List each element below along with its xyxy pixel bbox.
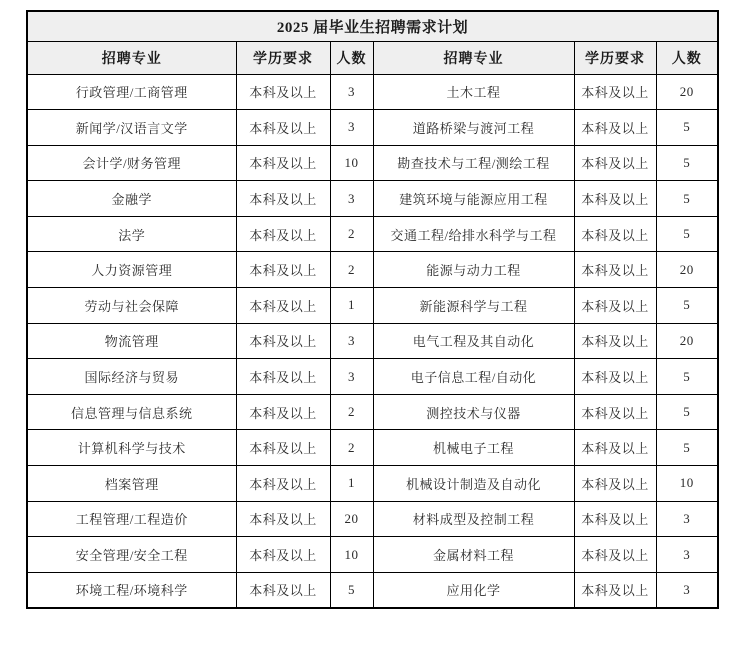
count-cell: 3: [330, 323, 373, 359]
column-header-edu-left: 学历要求: [236, 41, 330, 74]
major-cell: 金属材料工程: [373, 537, 574, 573]
column-header-major-right: 招聘专业: [373, 41, 574, 74]
edu-cell: 本科及以上: [574, 216, 656, 252]
major-cell: 会计学/财务管理: [27, 145, 236, 181]
major-cell: 劳动与社会保障: [27, 288, 236, 324]
count-cell: 2: [330, 394, 373, 430]
major-cell: 计算机科学与技术: [27, 430, 236, 466]
major-cell: 安全管理/安全工程: [27, 537, 236, 573]
table-row: [27, 216, 718, 252]
table-row: [27, 501, 718, 537]
table-row: [27, 359, 718, 395]
major-cell: 法学: [27, 216, 236, 252]
table-title-row: [27, 11, 718, 41]
major-cell: 勘查技术与工程/测绘工程: [373, 145, 574, 181]
count-cell: 20: [330, 501, 373, 537]
count-cell: 3: [330, 110, 373, 146]
edu-cell: 本科及以上: [574, 323, 656, 359]
edu-cell: 本科及以上: [236, 216, 330, 252]
edu-cell: 本科及以上: [574, 252, 656, 288]
edu-cell: 本科及以上: [236, 74, 330, 110]
edu-cell: 本科及以上: [236, 323, 330, 359]
count-cell: 2: [330, 430, 373, 466]
major-cell: 土木工程: [373, 74, 574, 110]
count-cell: 5: [656, 394, 718, 430]
major-cell: 信息管理与信息系统: [27, 394, 236, 430]
major-cell: 建筑环境与能源应用工程: [373, 181, 574, 217]
edu-cell: 本科及以上: [574, 181, 656, 217]
count-cell: 20: [656, 74, 718, 110]
edu-cell: 本科及以上: [236, 110, 330, 146]
table-title: 2025 届毕业生招聘需求计划: [27, 11, 718, 41]
major-cell: 物流管理: [27, 323, 236, 359]
edu-cell: 本科及以上: [236, 501, 330, 537]
major-cell: 应用化学: [373, 572, 574, 608]
table-row: [27, 430, 718, 466]
count-cell: 5: [656, 181, 718, 217]
column-header-edu-right: 学历要求: [574, 41, 656, 74]
table-row: [27, 537, 718, 573]
major-cell: 档案管理: [27, 466, 236, 502]
edu-cell: 本科及以上: [574, 430, 656, 466]
column-header-count-left: 人数: [330, 41, 373, 74]
major-cell: 国际经济与贸易: [27, 359, 236, 395]
table-row: [27, 466, 718, 502]
table-row: [27, 145, 718, 181]
edu-cell: 本科及以上: [236, 430, 330, 466]
count-cell: 5: [656, 145, 718, 181]
major-cell: 道路桥梁与渡河工程: [373, 110, 574, 146]
major-cell: 机械设计制造及自动化: [373, 466, 574, 502]
table-body: [27, 74, 718, 608]
count-cell: 1: [330, 288, 373, 324]
major-cell: 工程管理/工程造价: [27, 501, 236, 537]
edu-cell: 本科及以上: [236, 145, 330, 181]
count-cell: 5: [656, 288, 718, 324]
count-cell: 3: [330, 359, 373, 395]
count-cell: 2: [330, 252, 373, 288]
count-cell: 10: [330, 537, 373, 573]
count-cell: 1: [330, 466, 373, 502]
major-cell: 电气工程及其自动化: [373, 323, 574, 359]
count-cell: 5: [656, 359, 718, 395]
count-cell: 10: [656, 466, 718, 502]
major-cell: 环境工程/环境科学: [27, 572, 236, 608]
count-cell: 20: [656, 323, 718, 359]
edu-cell: 本科及以上: [574, 572, 656, 608]
edu-cell: 本科及以上: [574, 74, 656, 110]
major-cell: 新能源科学与工程: [373, 288, 574, 324]
count-cell: 3: [330, 74, 373, 110]
count-cell: 5: [330, 572, 373, 608]
count-cell: 20: [656, 252, 718, 288]
column-header-major-left: 招聘专业: [27, 41, 236, 74]
table-row: [27, 572, 718, 608]
major-cell: 材料成型及控制工程: [373, 501, 574, 537]
major-cell: 机械电子工程: [373, 430, 574, 466]
edu-cell: 本科及以上: [574, 359, 656, 395]
major-cell: 行政管理/工商管理: [27, 74, 236, 110]
edu-cell: 本科及以上: [236, 252, 330, 288]
edu-cell: 本科及以上: [236, 466, 330, 502]
column-header-count-right: 人数: [656, 41, 718, 74]
count-cell: 5: [656, 216, 718, 252]
edu-cell: 本科及以上: [236, 288, 330, 324]
major-cell: 电子信息工程/自动化: [373, 359, 574, 395]
recruitment-table: [26, 10, 719, 609]
major-cell: 人力资源管理: [27, 252, 236, 288]
count-cell: 3: [656, 501, 718, 537]
edu-cell: 本科及以上: [236, 572, 330, 608]
count-cell: 5: [656, 110, 718, 146]
table-row: [27, 110, 718, 146]
edu-cell: 本科及以上: [574, 501, 656, 537]
table-header-row: [27, 41, 718, 74]
edu-cell: 本科及以上: [574, 537, 656, 573]
major-cell: 金融学: [27, 181, 236, 217]
edu-cell: 本科及以上: [574, 288, 656, 324]
table-row: [27, 288, 718, 324]
edu-cell: 本科及以上: [236, 394, 330, 430]
edu-cell: 本科及以上: [574, 145, 656, 181]
count-cell: 5: [656, 430, 718, 466]
edu-cell: 本科及以上: [574, 394, 656, 430]
table-row: [27, 394, 718, 430]
edu-cell: 本科及以上: [236, 537, 330, 573]
major-cell: 能源与动力工程: [373, 252, 574, 288]
count-cell: 3: [330, 181, 373, 217]
table-row: [27, 323, 718, 359]
major-cell: 测控技术与仪器: [373, 394, 574, 430]
count-cell: 10: [330, 145, 373, 181]
count-cell: 2: [330, 216, 373, 252]
table-row: [27, 181, 718, 217]
count-cell: 3: [656, 537, 718, 573]
edu-cell: 本科及以上: [236, 181, 330, 217]
table-row: [27, 252, 718, 288]
edu-cell: 本科及以上: [574, 110, 656, 146]
major-cell: 交通工程/给排水科学与工程: [373, 216, 574, 252]
edu-cell: 本科及以上: [574, 466, 656, 502]
count-cell: 3: [656, 572, 718, 608]
table-row: [27, 74, 718, 110]
edu-cell: 本科及以上: [236, 359, 330, 395]
major-cell: 新闻学/汉语言文学: [27, 110, 236, 146]
